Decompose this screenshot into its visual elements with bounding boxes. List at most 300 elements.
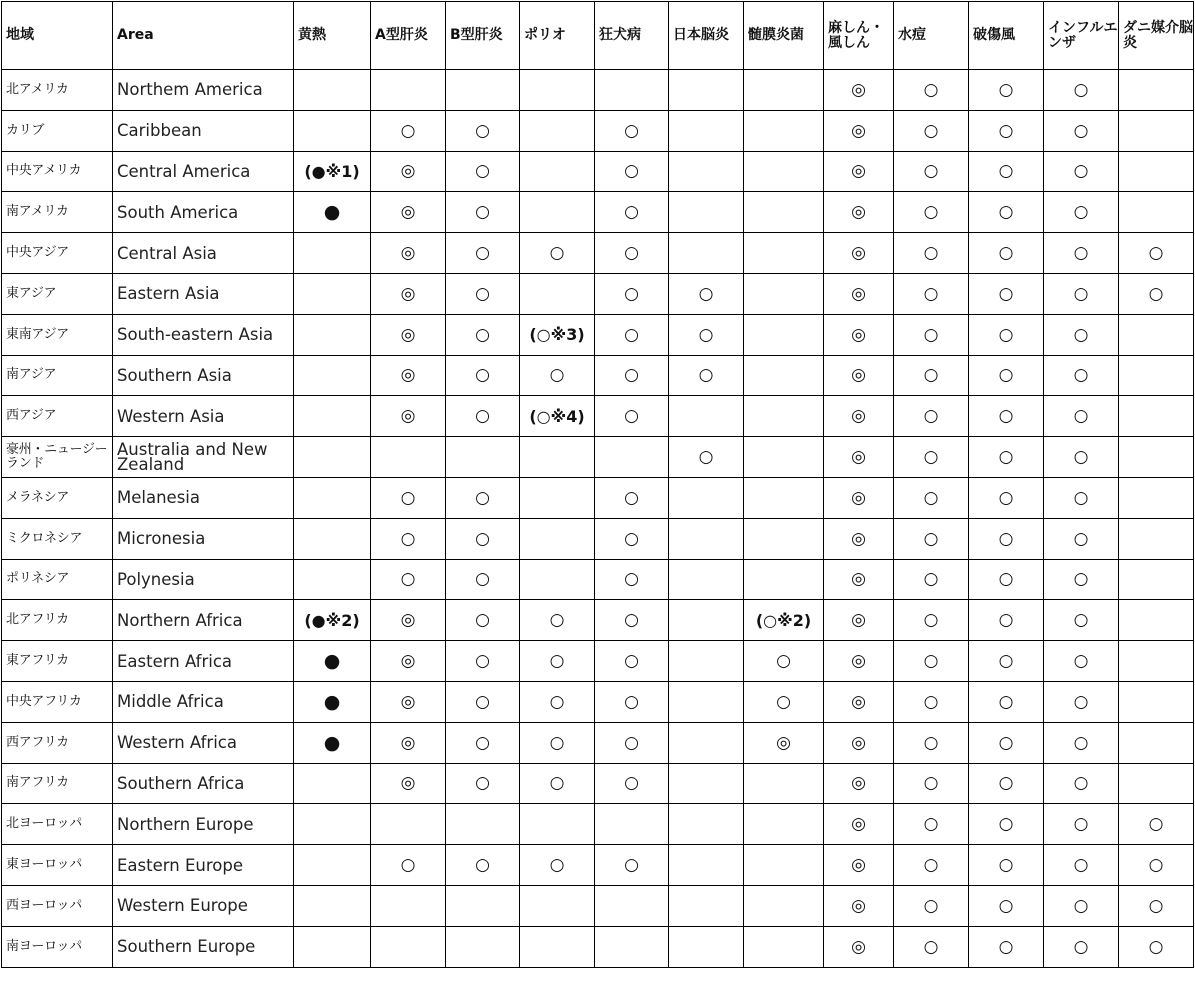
- mark-cell: [520, 192, 595, 233]
- mark-cell: [446, 885, 520, 926]
- mark-cell: [520, 477, 595, 518]
- mark-cell: ○: [371, 518, 446, 559]
- mark-cell: ○: [1044, 110, 1119, 151]
- area-cell: Central America: [113, 151, 294, 192]
- area-cell: Northern Europe: [113, 804, 294, 845]
- mark-cell: [669, 722, 744, 763]
- region-cell: 中央アフリカ: [2, 681, 113, 722]
- mark-cell: ◎: [824, 681, 894, 722]
- mark-cell: ○: [969, 355, 1044, 396]
- mark-cell: ○: [894, 600, 969, 641]
- mark-cell: ◎: [824, 885, 894, 926]
- mark-cell: [744, 926, 824, 967]
- region-cell: 東南アジア: [2, 314, 113, 355]
- area-cell: South America: [113, 192, 294, 233]
- mark-cell: ○: [446, 600, 520, 641]
- mark-cell: [669, 151, 744, 192]
- table-row: [2, 477, 1194, 518]
- region-cell: 南アジア: [2, 355, 113, 396]
- mark-cell: [1119, 641, 1194, 682]
- mark-cell: ○: [446, 151, 520, 192]
- mark-cell: [744, 804, 824, 845]
- mark-cell: ○: [446, 681, 520, 722]
- mark-cell: [595, 437, 669, 478]
- header-yellow-fever: 黄熱: [294, 2, 371, 70]
- mark-cell: ○: [1044, 804, 1119, 845]
- mark-cell: ○: [894, 681, 969, 722]
- mark-cell: [1119, 518, 1194, 559]
- mark-cell: ○: [969, 477, 1044, 518]
- mark-cell: [294, 926, 371, 967]
- mark-cell: [744, 477, 824, 518]
- area-cell: Polynesia: [113, 559, 294, 600]
- mark-cell: ○: [894, 477, 969, 518]
- header-japanese-encephalitis: 日本脳炎: [669, 2, 744, 70]
- mark-cell: ○: [520, 763, 595, 804]
- mark-cell: ◎: [824, 233, 894, 274]
- area-cell: Western Africa: [113, 722, 294, 763]
- area-cell: Central Asia: [113, 233, 294, 274]
- mark-cell: ○: [595, 110, 669, 151]
- mark-cell: [446, 804, 520, 845]
- mark-cell: ○: [1044, 763, 1119, 804]
- mark-cell: ○: [894, 192, 969, 233]
- region-cell: メラネシア: [2, 477, 113, 518]
- mark-cell: ○: [894, 722, 969, 763]
- table-row: [2, 926, 1194, 967]
- mark-cell: ○: [520, 641, 595, 682]
- mark-cell: ○: [1044, 845, 1119, 886]
- area-cell: Melanesia: [113, 477, 294, 518]
- mark-cell: ○: [669, 355, 744, 396]
- mark-cell: ◎: [824, 273, 894, 314]
- mark-cell: ●: [294, 681, 371, 722]
- mark-cell: ◎: [371, 233, 446, 274]
- area-cell: Northern Africa: [113, 600, 294, 641]
- mark-cell: [744, 110, 824, 151]
- mark-cell: ◎: [824, 518, 894, 559]
- mark-cell: ◎: [824, 763, 894, 804]
- mark-cell: ◎: [824, 437, 894, 478]
- mark-cell: [1119, 763, 1194, 804]
- mark-cell: ○: [446, 314, 520, 355]
- mark-cell: [669, 110, 744, 151]
- mark-cell: [294, 314, 371, 355]
- mark-cell: [744, 192, 824, 233]
- mark-cell: ○: [595, 763, 669, 804]
- mark-cell: ○: [969, 70, 1044, 111]
- mark-cell: [294, 804, 371, 845]
- mark-cell: ○: [446, 845, 520, 886]
- mark-cell: ○: [595, 273, 669, 314]
- table-body: [2, 70, 1194, 968]
- region-cell: 東アジア: [2, 273, 113, 314]
- mark-cell: ○: [969, 192, 1044, 233]
- mark-cell: ○: [446, 396, 520, 437]
- mark-cell: [520, 437, 595, 478]
- mark-cell: [294, 233, 371, 274]
- header-rabies: 狂犬病: [595, 2, 669, 70]
- table-row: [2, 681, 1194, 722]
- mark-cell: ○: [894, 845, 969, 886]
- mark-cell: ○: [595, 518, 669, 559]
- mark-cell: ○: [446, 559, 520, 600]
- mark-cell: ○: [969, 110, 1044, 151]
- mark-cell: ○: [371, 110, 446, 151]
- table-row: [2, 355, 1194, 396]
- mark-cell: [669, 559, 744, 600]
- mark-cell: [669, 926, 744, 967]
- mark-cell: ○: [894, 641, 969, 682]
- mark-cell: [294, 437, 371, 478]
- mark-cell: [744, 314, 824, 355]
- mark-cell: [294, 477, 371, 518]
- region-cell: 東アフリカ: [2, 641, 113, 682]
- mark-cell: [1119, 477, 1194, 518]
- header-region: 地域: [2, 2, 113, 70]
- mark-cell: ○: [969, 151, 1044, 192]
- mark-cell: [595, 70, 669, 111]
- header-meningococcal: 髄膜炎菌: [744, 2, 824, 70]
- region-cell: 豪州・ニュージーランド: [2, 437, 113, 478]
- table-row: [2, 70, 1194, 111]
- mark-cell: ◎: [824, 722, 894, 763]
- area-cell: Caribbean: [113, 110, 294, 151]
- mark-cell: ◎: [824, 192, 894, 233]
- mark-cell: [520, 518, 595, 559]
- mark-cell: [744, 763, 824, 804]
- mark-cell: ○: [969, 722, 1044, 763]
- mark-cell: ◎: [371, 681, 446, 722]
- mark-cell: [371, 804, 446, 845]
- mark-cell: ◎: [824, 641, 894, 682]
- mark-cell: [294, 70, 371, 111]
- mark-cell: [744, 559, 824, 600]
- area-cell: Western Europe: [113, 885, 294, 926]
- region-cell: 南アフリカ: [2, 763, 113, 804]
- mark-cell: [520, 804, 595, 845]
- mark-cell: [669, 681, 744, 722]
- mark-cell: (●※2): [294, 600, 371, 641]
- mark-cell: [371, 70, 446, 111]
- header-area: Area: [113, 2, 294, 70]
- mark-cell: [1119, 314, 1194, 355]
- mark-cell: ○: [969, 273, 1044, 314]
- mark-cell: ◎: [824, 559, 894, 600]
- area-cell: Southern Asia: [113, 355, 294, 396]
- mark-cell: [294, 518, 371, 559]
- table-row: [2, 845, 1194, 886]
- mark-cell: [520, 110, 595, 151]
- region-cell: ミクロネシア: [2, 518, 113, 559]
- region-cell: 中央アジア: [2, 233, 113, 274]
- mark-cell: [446, 70, 520, 111]
- mark-cell: [669, 845, 744, 886]
- region-cell: 東ヨーロッパ: [2, 845, 113, 886]
- mark-cell: ○: [595, 355, 669, 396]
- mark-cell: ○: [969, 233, 1044, 274]
- mark-cell: ○: [894, 110, 969, 151]
- area-cell: Eastern Africa: [113, 641, 294, 682]
- region-cell: カリブ: [2, 110, 113, 151]
- mark-cell: [595, 885, 669, 926]
- mark-cell: ○: [1044, 437, 1119, 478]
- area-cell: Eastern Europe: [113, 845, 294, 886]
- mark-cell: ○: [595, 559, 669, 600]
- mark-cell: [669, 70, 744, 111]
- mark-cell: ○: [520, 722, 595, 763]
- mark-cell: ○: [1044, 314, 1119, 355]
- mark-cell: ○: [446, 763, 520, 804]
- mark-cell: ◎: [824, 926, 894, 967]
- region-cell: 中央アメリカ: [2, 151, 113, 192]
- mark-cell: ○: [520, 355, 595, 396]
- mark-cell: ○: [744, 681, 824, 722]
- area-cell: Micronesia: [113, 518, 294, 559]
- mark-cell: ○: [969, 845, 1044, 886]
- mark-cell: ○: [446, 192, 520, 233]
- mark-cell: ◎: [371, 641, 446, 682]
- mark-cell: ○: [446, 722, 520, 763]
- mark-cell: ○: [520, 845, 595, 886]
- mark-cell: ○: [1044, 233, 1119, 274]
- mark-cell: ●: [294, 192, 371, 233]
- mark-cell: ○: [1119, 804, 1194, 845]
- area-cell: Southern Africa: [113, 763, 294, 804]
- mark-cell: ◎: [824, 477, 894, 518]
- mark-cell: ○: [1119, 273, 1194, 314]
- mark-cell: ○: [595, 314, 669, 355]
- mark-cell: ○: [1119, 845, 1194, 886]
- mark-cell: ○: [894, 396, 969, 437]
- mark-cell: ○: [894, 437, 969, 478]
- header-measles-rubella: 麻しん・風しん: [824, 2, 894, 70]
- region-cell: ポリネシア: [2, 559, 113, 600]
- mark-cell: [669, 641, 744, 682]
- mark-cell: ○: [520, 600, 595, 641]
- mark-cell: ○: [1044, 518, 1119, 559]
- mark-cell: ○: [1044, 192, 1119, 233]
- mark-cell: [294, 885, 371, 926]
- area-cell: South-eastern Asia: [113, 314, 294, 355]
- region-cell: 北ヨーロッパ: [2, 804, 113, 845]
- mark-cell: ○: [669, 273, 744, 314]
- mark-cell: [744, 233, 824, 274]
- mark-cell: ◎: [371, 396, 446, 437]
- mark-cell: [669, 600, 744, 641]
- area-cell: Northem America: [113, 70, 294, 111]
- table-row: [2, 437, 1194, 478]
- header-row: [2, 2, 1194, 70]
- mark-cell: ○: [595, 600, 669, 641]
- mark-cell: ○: [520, 233, 595, 274]
- mark-cell: [1119, 70, 1194, 111]
- mark-cell: [446, 437, 520, 478]
- mark-cell: ●: [294, 722, 371, 763]
- mark-cell: ○: [446, 110, 520, 151]
- mark-cell: [669, 804, 744, 845]
- region-cell: 西アジア: [2, 396, 113, 437]
- mark-cell: ○: [446, 477, 520, 518]
- mark-cell: ○: [969, 600, 1044, 641]
- mark-cell: ○: [894, 355, 969, 396]
- mark-cell: [744, 437, 824, 478]
- mark-cell: [744, 885, 824, 926]
- mark-cell: ○: [894, 763, 969, 804]
- mark-cell: ○: [595, 845, 669, 886]
- mark-cell: ○: [669, 314, 744, 355]
- mark-cell: ○: [446, 641, 520, 682]
- mark-cell: [294, 763, 371, 804]
- mark-cell: [371, 885, 446, 926]
- mark-cell: ○: [1044, 559, 1119, 600]
- header-varicella: 水痘: [894, 2, 969, 70]
- mark-cell: ○: [969, 518, 1044, 559]
- mark-cell: ○: [894, 885, 969, 926]
- mark-cell: ○: [371, 845, 446, 886]
- mark-cell: [1119, 192, 1194, 233]
- table-row: [2, 641, 1194, 682]
- table-row: [2, 763, 1194, 804]
- mark-cell: [669, 885, 744, 926]
- mark-cell: [294, 355, 371, 396]
- mark-cell: [294, 273, 371, 314]
- mark-cell: ◎: [824, 314, 894, 355]
- table-row: [2, 600, 1194, 641]
- mark-cell: ○: [969, 885, 1044, 926]
- mark-cell: ○: [894, 273, 969, 314]
- area-cell: Australia and New Zealand: [113, 437, 294, 478]
- mark-cell: [669, 763, 744, 804]
- mark-cell: [294, 110, 371, 151]
- region-cell: 南ヨーロッパ: [2, 926, 113, 967]
- mark-cell: [1119, 559, 1194, 600]
- region-cell: 北アフリカ: [2, 600, 113, 641]
- mark-cell: ○: [520, 681, 595, 722]
- mark-cell: [520, 273, 595, 314]
- mark-cell: ○: [1119, 885, 1194, 926]
- header-tetanus: 破傷風: [969, 2, 1044, 70]
- mark-cell: [294, 559, 371, 600]
- mark-cell: ○: [595, 396, 669, 437]
- mark-cell: ◎: [824, 151, 894, 192]
- header-influenza: インフルエンザ: [1044, 2, 1119, 70]
- mark-cell: [744, 70, 824, 111]
- mark-cell: ○: [744, 641, 824, 682]
- region-cell: 西アフリカ: [2, 722, 113, 763]
- table-row: [2, 314, 1194, 355]
- mark-cell: ○: [969, 437, 1044, 478]
- mark-cell: ○: [1044, 641, 1119, 682]
- mark-cell: [744, 396, 824, 437]
- mark-cell: ◎: [824, 600, 894, 641]
- mark-cell: [744, 151, 824, 192]
- mark-cell: ○: [1044, 396, 1119, 437]
- table-row: [2, 110, 1194, 151]
- table-row: [2, 192, 1194, 233]
- table-row: [2, 518, 1194, 559]
- table-row: [2, 396, 1194, 437]
- mark-cell: ○: [1044, 722, 1119, 763]
- mark-cell: [1119, 355, 1194, 396]
- mark-cell: ○: [1119, 233, 1194, 274]
- mark-cell: ○: [595, 477, 669, 518]
- mark-cell: ○: [1044, 681, 1119, 722]
- mark-cell: [520, 559, 595, 600]
- mark-cell: [595, 926, 669, 967]
- mark-cell: ○: [1119, 926, 1194, 967]
- mark-cell: ◎: [371, 192, 446, 233]
- mark-cell: ○: [969, 763, 1044, 804]
- mark-cell: [1119, 437, 1194, 478]
- mark-cell: ○: [894, 151, 969, 192]
- mark-cell: ○: [371, 559, 446, 600]
- mark-cell: ○: [969, 641, 1044, 682]
- mark-cell: ○: [894, 233, 969, 274]
- mark-cell: ○: [894, 314, 969, 355]
- mark-cell: [669, 477, 744, 518]
- mark-cell: ○: [1044, 70, 1119, 111]
- mark-cell: ◎: [824, 70, 894, 111]
- mark-cell: ◎: [371, 600, 446, 641]
- mark-cell: ○: [595, 233, 669, 274]
- mark-cell: ●: [294, 641, 371, 682]
- mark-cell: [446, 926, 520, 967]
- mark-cell: ○: [1044, 600, 1119, 641]
- mark-cell: ◎: [371, 273, 446, 314]
- mark-cell: ◎: [824, 845, 894, 886]
- mark-cell: ◎: [824, 804, 894, 845]
- mark-cell: ○: [1044, 273, 1119, 314]
- mark-cell: [520, 151, 595, 192]
- mark-cell: [744, 845, 824, 886]
- mark-cell: [1119, 600, 1194, 641]
- mark-cell: ○: [669, 437, 744, 478]
- mark-cell: ◎: [824, 355, 894, 396]
- header-hepatitis-b: B型肝炎: [446, 2, 520, 70]
- mark-cell: ◎: [371, 722, 446, 763]
- mark-cell: [669, 233, 744, 274]
- table-row: [2, 233, 1194, 274]
- mark-cell: ○: [894, 926, 969, 967]
- mark-cell: ○: [1044, 885, 1119, 926]
- mark-cell: ○: [894, 804, 969, 845]
- mark-cell: ○: [1044, 926, 1119, 967]
- mark-cell: [520, 885, 595, 926]
- mark-cell: ○: [894, 518, 969, 559]
- mark-cell: (○※4): [520, 396, 595, 437]
- mark-cell: ○: [894, 559, 969, 600]
- mark-cell: ○: [595, 681, 669, 722]
- mark-cell: [371, 926, 446, 967]
- mark-cell: [520, 70, 595, 111]
- area-cell: Middle Africa: [113, 681, 294, 722]
- vaccine-region-table: [1, 1, 1194, 968]
- mark-cell: ○: [595, 722, 669, 763]
- table-row: [2, 722, 1194, 763]
- table-row: [2, 273, 1194, 314]
- mark-cell: ○: [969, 314, 1044, 355]
- mark-cell: [1119, 681, 1194, 722]
- mark-cell: [294, 845, 371, 886]
- mark-cell: ○: [1044, 477, 1119, 518]
- mark-cell: ○: [371, 477, 446, 518]
- mark-cell: (●※1): [294, 151, 371, 192]
- mark-cell: [744, 518, 824, 559]
- region-cell: 北アメリカ: [2, 70, 113, 111]
- mark-cell: [1119, 396, 1194, 437]
- area-cell: Eastern Asia: [113, 273, 294, 314]
